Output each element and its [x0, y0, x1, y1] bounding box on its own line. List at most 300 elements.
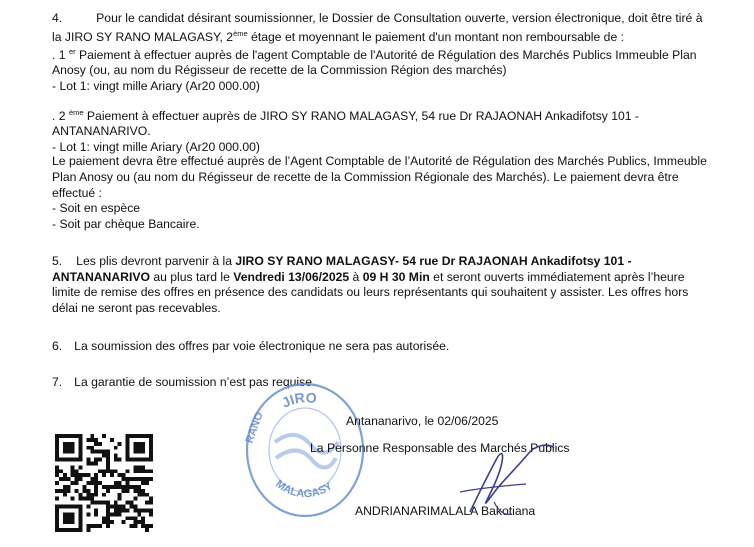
qr-module [67, 442, 71, 446]
qr-module [118, 485, 122, 489]
qr-module [141, 465, 145, 469]
qr-module [106, 469, 110, 473]
qr-module [110, 505, 114, 509]
qr-module [137, 512, 141, 516]
qr-module [106, 516, 110, 520]
qr-module [145, 508, 149, 512]
qr-module [79, 438, 83, 442]
qr-module [63, 458, 67, 462]
qr-module [82, 489, 86, 493]
qr-module [126, 508, 130, 512]
payment-note-line-2: Plan Anosy ou (au nom du Régisseur de recette de la Commission Régionale des Marchés). Le paiement devra être [52, 170, 679, 184]
qr-module [110, 469, 114, 473]
qr-module [110, 512, 114, 516]
qr-module [129, 524, 133, 528]
qr-module [126, 469, 130, 473]
qr-module [71, 497, 75, 501]
qr-module [129, 434, 133, 438]
payment-1-line-2: Anosy (ou, au nom du Régisseur de recette de la Commission Région des marchés) [52, 63, 507, 77]
qr-module [129, 485, 133, 489]
text-span: Paiement à effectuer auprès de JIRO SY RANO MALAGASY, 54 rue Dr RAJAONAH Ankadifotsy 101 - [83, 109, 639, 123]
qr-module [114, 481, 118, 485]
qr-module [106, 465, 110, 469]
qr-module [118, 493, 122, 497]
qr-module [118, 458, 122, 462]
qr-module [86, 505, 90, 509]
qr-module [86, 524, 90, 528]
qr-module [106, 461, 110, 465]
payment-2-amount: - Lot 1: vingt mille Ariary (Ar20 000.00) [52, 140, 260, 154]
qr-module [94, 485, 98, 489]
qr-module [141, 442, 145, 446]
qr-module [94, 481, 98, 485]
qr-module [94, 438, 98, 442]
qr-module [149, 508, 153, 512]
svg-text:MALAGASY [273, 478, 335, 500]
qr-module [55, 512, 59, 516]
qr-module [86, 489, 90, 493]
qr-module [126, 489, 130, 493]
qr-module [55, 458, 59, 462]
qr-module [55, 497, 59, 501]
qr-module [94, 512, 98, 516]
qr-module [79, 434, 83, 438]
qr-module [59, 458, 63, 462]
qr-module [149, 442, 153, 446]
qr-module [71, 505, 75, 509]
qr-module [118, 508, 122, 512]
bold-date: Vendredi 13/06/2025 [233, 270, 350, 284]
qr-module [102, 473, 106, 477]
qr-module [55, 446, 59, 450]
qr-module [63, 520, 67, 524]
qr-module [79, 520, 83, 524]
paragraph-5-line-1 [52, 254, 632, 269]
payment-note-line-1: Le paiement devra être effectué auprès de l’Agent Comptable de l’Autorité de Régulation des Marchés Publics, Immeuble [52, 154, 707, 168]
qr-module [137, 477, 141, 481]
qr-module [94, 493, 98, 497]
qr-module [102, 469, 106, 473]
qr-module [114, 454, 118, 458]
qr-module [67, 458, 71, 462]
qr-module [141, 508, 145, 512]
qr-module [129, 477, 133, 481]
qr-module [79, 508, 83, 512]
qr-module [75, 434, 79, 438]
qr-module [79, 528, 83, 532]
qr-module [63, 485, 67, 489]
qr-module [94, 524, 98, 528]
qr-module [59, 528, 63, 532]
qr-module [79, 446, 83, 450]
qr-module [149, 501, 153, 505]
qr-module [133, 469, 137, 473]
text-span: à [349, 270, 363, 284]
qr-module [79, 477, 83, 481]
paragraph-6-number: 6. [52, 339, 63, 353]
qr-module [86, 438, 90, 442]
qr-module [55, 469, 59, 473]
qr-module [129, 501, 133, 505]
qr-module [59, 434, 63, 438]
text-span: . 2 [52, 109, 69, 123]
bold-city: ANTANANARIVO [52, 270, 150, 284]
qr-module [122, 520, 126, 524]
payment-2-city: ANTANANARIVO. [52, 124, 151, 138]
qr-module [145, 477, 149, 481]
qr-module [133, 485, 137, 489]
qr-module [106, 508, 110, 512]
text-span: La garantie de soumission n’est pas requise. [74, 375, 316, 389]
qr-module [102, 454, 106, 458]
qr-module [102, 485, 106, 489]
qr-module [106, 524, 110, 528]
qr-module [55, 508, 59, 512]
text-span: . 1 [52, 48, 69, 62]
qr-module [106, 501, 110, 505]
paragraph-4-line-1 [52, 11, 703, 26]
signature-name: ANDRIANARIMALALA Bakotiana [355, 504, 536, 518]
qr-module [94, 477, 98, 481]
qr-module [102, 434, 106, 438]
qr-module [59, 505, 63, 509]
text-span: Les plis devront parvenir à la [76, 254, 236, 268]
qr-module [67, 446, 71, 450]
qr-module [55, 481, 59, 485]
qr-module [110, 485, 114, 489]
qr-module [90, 497, 94, 501]
qr-module [71, 442, 75, 446]
payment-method-cash: - Soit en espèce [52, 201, 141, 215]
qr-module [133, 446, 137, 450]
payment-2-line [52, 109, 639, 124]
qr-module [63, 528, 67, 532]
paragraph-5-line-4: délai ne seront pas recevables. [52, 301, 221, 315]
qr-module [141, 524, 145, 528]
qr-module [90, 493, 94, 497]
qr-module [67, 489, 71, 493]
qr-module [98, 481, 102, 485]
qr-module [55, 524, 59, 528]
qr-module [126, 450, 130, 454]
paragraph-7-number: 7. [52, 375, 63, 389]
qr-module [126, 477, 130, 481]
qr-module [67, 450, 71, 454]
qr-module [71, 469, 75, 473]
qr-module [118, 512, 122, 516]
qr-module [129, 516, 133, 520]
qr-module [133, 516, 137, 520]
qr-module [149, 469, 153, 473]
qr-module [75, 469, 79, 473]
qr-module [90, 434, 94, 438]
qr-module [67, 520, 71, 524]
qr-module [114, 446, 118, 450]
qr-module [102, 516, 106, 520]
qr-module [98, 458, 102, 462]
qr-module [141, 446, 145, 450]
qr-module [71, 512, 75, 516]
qr-module [122, 508, 126, 512]
qr-module [137, 469, 141, 473]
qr-module [118, 497, 122, 501]
qr-code [55, 434, 153, 532]
qr-module [141, 477, 145, 481]
qr-module [137, 434, 141, 438]
paragraph-4-line-2 [52, 30, 624, 45]
qr-module [126, 442, 130, 446]
text-span: la JIRO SY RANO MALAGASY, 2 [52, 30, 234, 44]
qr-module [149, 497, 153, 501]
qr-module [126, 458, 130, 462]
qr-module [137, 465, 141, 469]
superscript: er [68, 47, 76, 56]
qr-module [114, 485, 118, 489]
qr-module [122, 473, 126, 477]
qr-module [55, 520, 59, 524]
qr-module [67, 528, 71, 532]
qr-module [114, 501, 118, 505]
qr-module [106, 450, 110, 454]
payment-note-line-3: effectué : [52, 186, 102, 200]
qr-module [59, 477, 63, 481]
qr-module [102, 450, 106, 454]
qr-module [145, 434, 149, 438]
qr-module [122, 489, 126, 493]
qr-module [126, 454, 130, 458]
qr-module [79, 454, 83, 458]
qr-module [110, 520, 114, 524]
qr-module [106, 520, 110, 524]
handwritten-signature [430, 440, 570, 520]
qr-module [63, 477, 67, 481]
qr-module [137, 493, 141, 497]
qr-module [137, 450, 141, 454]
qr-module [63, 489, 67, 493]
qr-module [114, 458, 118, 462]
qr-module [82, 485, 86, 489]
qr-module [82, 473, 86, 477]
qr-module [141, 516, 145, 520]
qr-module [86, 481, 90, 485]
qr-module [90, 450, 94, 454]
qr-module [90, 524, 94, 528]
qr-module [133, 505, 137, 509]
qr-module [118, 481, 122, 485]
qr-module [63, 473, 67, 477]
qr-module [141, 520, 145, 524]
paragraph-5-line-3: limite de remise des offres en présence des candidats ou leurs représentants qui souhaitent y assister. Les offres hors [52, 285, 689, 299]
qr-module [137, 442, 141, 446]
qr-module [63, 450, 67, 454]
qr-module [90, 446, 94, 450]
qr-module [145, 528, 149, 532]
qr-module [63, 505, 67, 509]
qr-module [67, 516, 71, 520]
qr-module [94, 473, 98, 477]
qr-module [98, 524, 102, 528]
payment-method-cheque: - Soit par chèque Bancaire. [52, 217, 200, 231]
qr-module [94, 489, 98, 493]
qr-module [114, 508, 118, 512]
qr-module [98, 501, 102, 505]
text-span: La soumission des offres par voie électronique ne sera pas autorisée. [74, 339, 450, 353]
qr-module [94, 450, 98, 454]
qr-module [126, 434, 130, 438]
qr-module [90, 501, 94, 505]
qr-module [63, 446, 67, 450]
qr-module [71, 520, 75, 524]
qr-module [137, 458, 141, 462]
qr-module [129, 505, 133, 509]
qr-module [133, 465, 137, 469]
qr-module [79, 505, 83, 509]
qr-module [55, 438, 59, 442]
qr-module [126, 485, 130, 489]
qr-module [149, 450, 153, 454]
qr-module [106, 458, 110, 462]
qr-module [122, 477, 126, 481]
qr-module [133, 477, 137, 481]
qr-module [75, 458, 79, 462]
qr-module [79, 512, 83, 516]
qr-module [55, 434, 59, 438]
qr-module [141, 469, 145, 473]
qr-module [98, 450, 102, 454]
qr-module [137, 446, 141, 450]
qr-module [94, 461, 98, 465]
text-span: au plus tard le [149, 270, 234, 284]
paragraph-4-number: 4. [52, 11, 63, 25]
qr-module [110, 438, 114, 442]
qr-module [133, 524, 137, 528]
qr-module [110, 473, 114, 477]
qr-module [90, 481, 94, 485]
qr-module [55, 528, 59, 532]
payment-1-amount: - Lot 1: vingt mille Ariary (Ar20 000.00) [52, 79, 260, 93]
qr-module [141, 434, 145, 438]
qr-module [106, 505, 110, 509]
qr-module [90, 461, 94, 465]
qr-module [79, 524, 83, 528]
qr-module [86, 461, 90, 465]
qr-module [63, 516, 67, 520]
paragraph-5-number: 5. [52, 254, 63, 268]
qr-module [149, 434, 153, 438]
qr-module [122, 505, 126, 509]
qr-module [122, 485, 126, 489]
qr-module [90, 438, 94, 442]
qr-module [94, 442, 98, 446]
qr-module [55, 450, 59, 454]
qr-module [71, 473, 75, 477]
qr-module [102, 501, 106, 505]
payment-1-line [52, 48, 697, 63]
qr-module [126, 516, 130, 520]
qr-module [149, 454, 153, 458]
qr-module [55, 473, 59, 477]
qr-module [79, 493, 83, 497]
qr-module [114, 512, 118, 516]
qr-module [102, 493, 106, 497]
text-span: et seront ouverts immédiatement après l’heure [429, 270, 685, 284]
qr-module [149, 512, 153, 516]
qr-module [55, 505, 59, 509]
qr-module [71, 465, 75, 469]
qr-module [63, 512, 67, 516]
qr-module [71, 434, 75, 438]
qr-module [141, 458, 145, 462]
qr-module [106, 454, 110, 458]
qr-module [71, 446, 75, 450]
qr-module [141, 481, 145, 485]
stamp-text-middle: RANO [243, 410, 266, 446]
qr-module [145, 458, 149, 462]
qr-module [63, 442, 67, 446]
qr-module [106, 485, 110, 489]
svg-text:JIRO [279, 389, 318, 411]
signature-place-date: Antananarivo, le 02/06/2025 [346, 414, 499, 428]
qr-module [118, 473, 122, 477]
qr-module [102, 520, 106, 524]
qr-module [71, 458, 75, 462]
qr-module [145, 524, 149, 528]
qr-module [86, 528, 90, 532]
qr-module [63, 434, 67, 438]
qr-module [86, 458, 90, 462]
qr-module [145, 493, 149, 497]
qr-module [133, 497, 137, 501]
qr-module [79, 465, 83, 469]
text-span: Paiement à effectuer auprès de l'agent Comptable de l'Autorité de Régulation des Marchés Publics Immeuble Plan [75, 48, 697, 62]
qr-module [149, 438, 153, 442]
qr-module [55, 465, 59, 469]
qr-module [94, 501, 98, 505]
qr-module [137, 485, 141, 489]
qr-module [75, 505, 79, 509]
qr-module [71, 516, 75, 520]
qr-module [79, 442, 83, 446]
qr-module [94, 508, 98, 512]
qr-module [133, 434, 137, 438]
qr-module [82, 497, 86, 501]
qr-module [141, 450, 145, 454]
qr-module [79, 516, 83, 520]
qr-module [59, 469, 63, 473]
qr-module [90, 477, 94, 481]
qr-module [79, 450, 83, 454]
bold-time: 09 H 30 Min [362, 270, 430, 284]
qr-module [86, 512, 90, 516]
qr-module [86, 493, 90, 497]
qr-module [75, 477, 79, 481]
qr-module [67, 505, 71, 509]
qr-module [129, 458, 133, 462]
qr-module [145, 501, 149, 505]
qr-module [59, 489, 63, 493]
superscript: ème [68, 108, 84, 117]
paragraph-6 [52, 339, 449, 354]
qr-module [118, 442, 122, 446]
qr-module [126, 446, 130, 450]
qr-module [79, 473, 83, 477]
qr-module [71, 481, 75, 485]
paragraph-4-text: Pour le candidat désirant soumissionner, le Dossier de Consultation ouverte, version électronique, doit être tiré à [96, 11, 703, 25]
qr-module [86, 446, 90, 450]
stamp-text-bottom: MALAGASY [273, 477, 335, 501]
qr-module [133, 489, 137, 493]
qr-module [137, 520, 141, 524]
